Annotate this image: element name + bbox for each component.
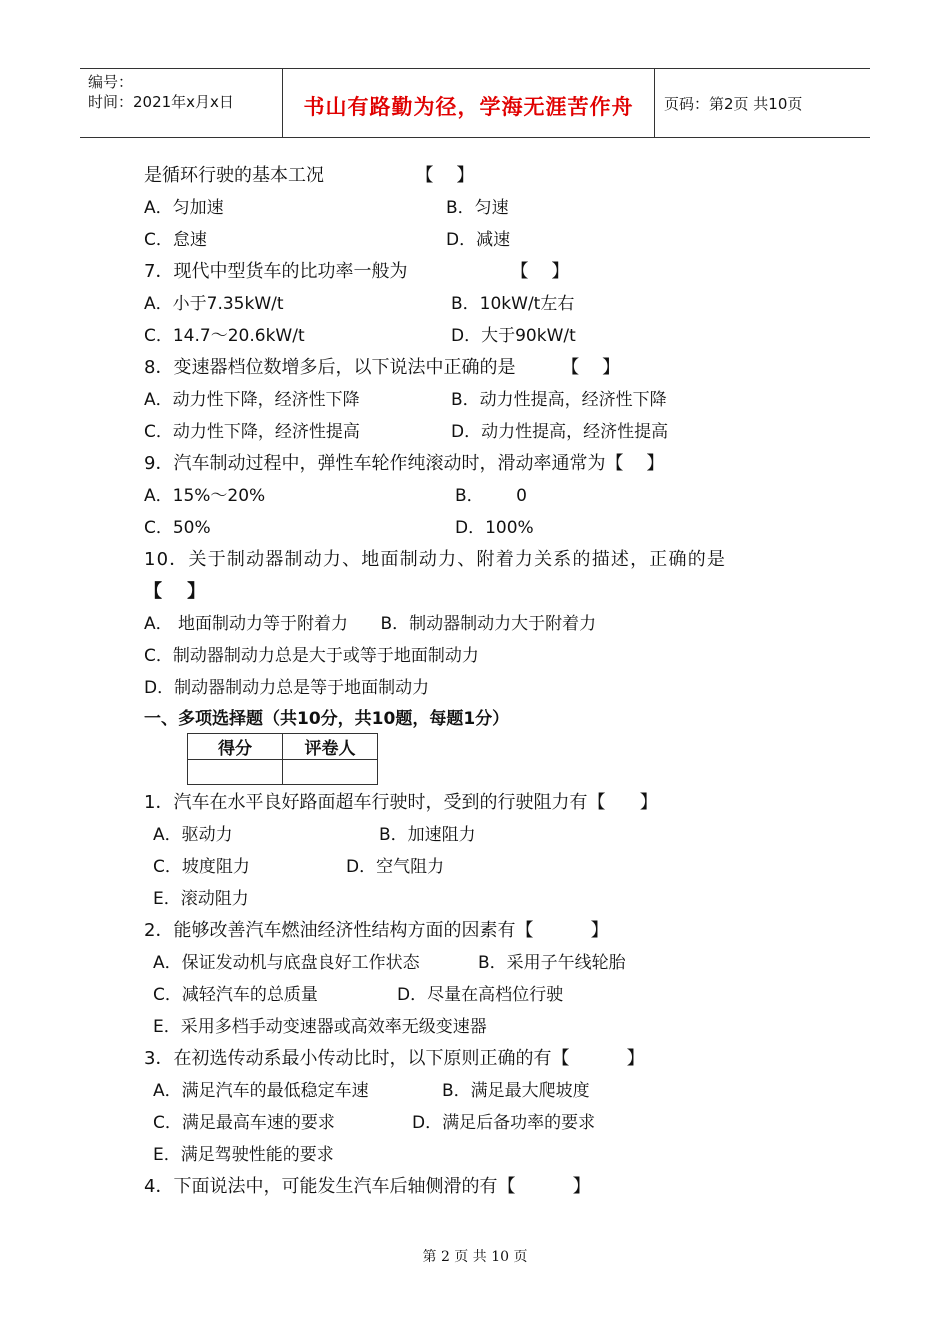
q9-option-c: C．50% <box>144 518 211 538</box>
document-header <box>80 68 870 138</box>
q10-option-d: D．制动器制动力总是等于地面制动力 <box>144 678 430 698</box>
q6-stem: 是循环行驶的基本工况 【 】 <box>144 165 475 186</box>
q7-option-c: C．14.7～20.6kW/t <box>144 326 305 346</box>
number-label: 编号： <box>88 73 134 91</box>
q10-option-ab: A． 地面制动力等于附着力 B．制动器制动力大于附着力 <box>144 614 597 634</box>
q6-option-a: A．匀加速 <box>144 198 224 218</box>
m1-option-c: C．坡度阻力 <box>153 857 250 877</box>
m1-stem: 1．汽车在水平良好路面超车行驶时，受到的行驶阻力有【 】 <box>144 792 658 813</box>
header-page-info: 页码：第2页 共10页 <box>664 95 803 113</box>
m1-option-a: A．驱动力 <box>153 825 233 845</box>
time-label: 时间：2021年x月x日 <box>88 93 234 111</box>
page-footer: 第 2 页 共 10 页 <box>422 1249 528 1265</box>
q6-option-b: B．匀速 <box>446 198 509 218</box>
m2-stem: 2．能够改善汽车燃油经济性结构方面的因素有【 】 <box>144 920 609 941</box>
header-motto: 书山有路勤为径，学海无涯苦作舟 <box>303 95 634 119</box>
m3-option-d: D．满足后备功率的要求 <box>412 1113 596 1133</box>
m2-option-b: B．采用子午线轮胎 <box>478 953 626 973</box>
q6-option-c: C．怠速 <box>144 230 207 250</box>
m3-option-a: A．满足汽车的最低稳定车速 <box>153 1081 369 1101</box>
q7-stem: 7．现代中型货车的比功率一般为 【 】 <box>144 261 570 282</box>
score-table <box>187 733 378 785</box>
header-divider <box>654 69 655 137</box>
m3-option-c: C．满足最高车速的要求 <box>153 1113 335 1133</box>
m1-option-d: D．空气阻力 <box>346 857 445 877</box>
m3-option-e: E．满足驾驶性能的要求 <box>153 1145 334 1165</box>
q7-option-b: B．10kW/t左右 <box>451 294 575 314</box>
m2-option-e: E．采用多档手动变速器或高效率无级变速器 <box>153 1017 487 1037</box>
q8-option-a: A．动力性下降，经济性下降 <box>144 390 360 410</box>
m3-stem: 3．在初选传动系最小传动比时，以下原则正确的有【 】 <box>144 1048 645 1069</box>
m2-option-c: C．减轻汽车的总质量 <box>153 985 318 1005</box>
q10-stem: 10．关于制动器制动力、地面制动力、附着力关系的描述，正确的是 <box>144 549 727 570</box>
m3-option-b: B．满足最大爬坡度 <box>442 1081 590 1101</box>
q9-stem: 9．汽车制动过程中，弹性车轮作纯滚动时，滑动率通常为【 】 <box>144 453 665 474</box>
q8-option-c: C．动力性下降，经济性提高 <box>144 422 360 442</box>
q9-option-d: D．100% <box>455 518 534 538</box>
header-meta <box>88 72 234 112</box>
q9-option-a: A．15%～20% <box>144 486 266 506</box>
q8-option-b: B．动力性提高，经济性下降 <box>451 390 667 410</box>
q7-option-d: D．大于90kW/t <box>451 326 576 346</box>
m1-option-e: E．滚动阻力 <box>153 889 249 909</box>
q6-option-d: D．减速 <box>446 230 511 250</box>
q10-option-c: C．制动器制动力总是大于或等于地面制动力 <box>144 646 479 666</box>
q8-stem: 8．变速器档位数增多后，以下说法中正确的是 【 】 <box>144 357 621 378</box>
q7-option-a: A．小于7.35kW/t <box>144 294 284 314</box>
score-header: 得分 <box>188 734 283 760</box>
m2-option-d: D．尽量在高档位行驶 <box>397 985 564 1005</box>
m4-stem: 4．下面说法中，可能发生汽车后轴侧滑的有【 】 <box>144 1176 591 1197</box>
grader-cell <box>283 760 378 785</box>
m2-option-a: A．保证发动机与底盘良好工作状态 <box>153 953 420 973</box>
q10-bracket: 【 】 <box>144 581 206 602</box>
q9-option-b: B． 0 <box>455 486 527 506</box>
q8-option-d: D．动力性提高，经济性提高 <box>451 422 669 442</box>
m1-option-b: B．加速阻力 <box>379 825 476 845</box>
grader-header: 评卷人 <box>283 734 378 760</box>
score-cell <box>188 760 283 785</box>
section-title: 一、多项选择题（共10分，共10题，每题1分） <box>144 709 510 729</box>
